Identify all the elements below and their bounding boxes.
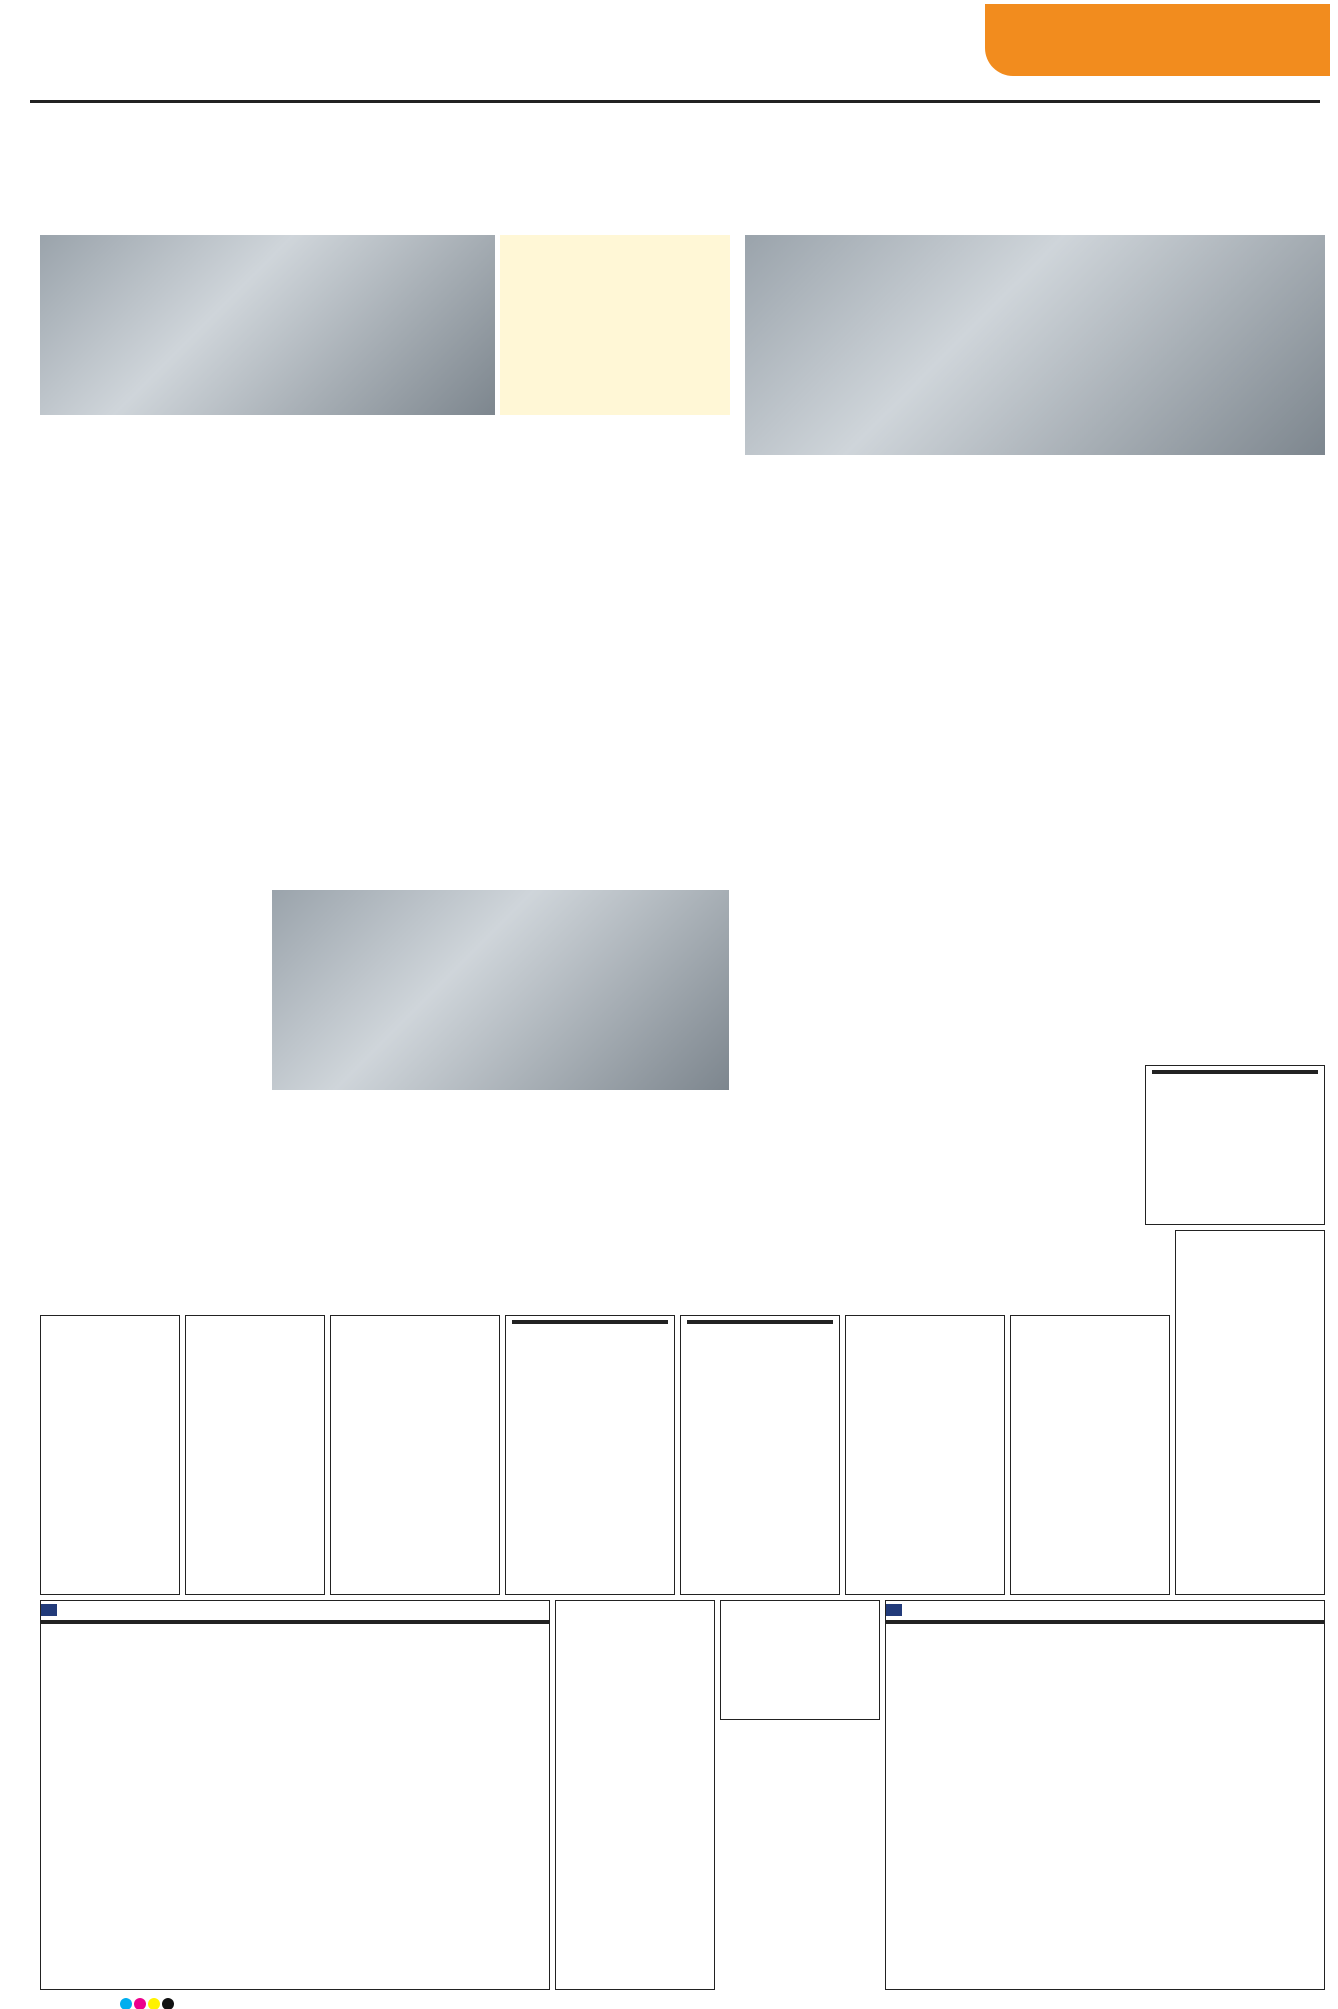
pnb-logo — [41, 1604, 57, 1616]
public-notice-1-title — [512, 1320, 668, 1324]
story1-photo — [40, 235, 495, 415]
section-title — [420, 10, 720, 70]
story2-col2 — [1040, 462, 1325, 812]
change-of-name-notice — [1145, 1065, 1325, 1225]
print-color-bar — [120, 1995, 1220, 2009]
court-notice-3 — [330, 1315, 500, 1595]
masthead-rule — [30, 100, 1320, 103]
story2-col1 — [745, 462, 1030, 812]
story4-col1 — [745, 890, 1030, 1060]
story3-col1 — [40, 890, 265, 1310]
court-notice-5 — [1010, 1315, 1170, 1595]
story3-headline — [40, 825, 730, 885]
story1-headline — [40, 150, 730, 240]
public-notice-2 — [680, 1315, 840, 1595]
court-notice-7 — [555, 1600, 715, 1990]
story4-col2 — [1040, 890, 1325, 1060]
public-notice-2-title — [687, 1320, 833, 1324]
pnb-housing-notice-1 — [40, 1600, 550, 1990]
court-notice-1 — [40, 1315, 180, 1595]
story1-col3 — [504, 420, 729, 810]
court-notice-6 — [1175, 1230, 1325, 1595]
pnb-notice-1-body — [41, 1624, 549, 1632]
story1-col2 — [272, 420, 497, 810]
story1-kicker — [40, 108, 730, 148]
story2-photo — [745, 235, 1325, 455]
story3-col2 — [272, 1095, 497, 1310]
story1-col1 — [40, 420, 265, 810]
brand-logo — [985, 4, 1330, 76]
story1-quote-box — [500, 235, 730, 415]
story3-col3 — [504, 1095, 729, 1310]
public-notice-1 — [505, 1315, 675, 1595]
court-notice-8 — [720, 1600, 880, 1720]
story4-headline — [745, 825, 1325, 885]
change-of-name-title — [1152, 1070, 1318, 1074]
pnb-housing-notice-2 — [885, 1600, 1325, 1990]
pnb-logo-2 — [886, 1604, 902, 1616]
masthead-dateline — [40, 12, 200, 102]
court-notice-2 — [185, 1315, 325, 1595]
story2-headline — [745, 108, 1325, 248]
pnb-notice-2-body — [886, 1624, 1324, 1632]
story3-photo — [272, 890, 729, 1090]
court-notice-4 — [845, 1315, 1005, 1595]
